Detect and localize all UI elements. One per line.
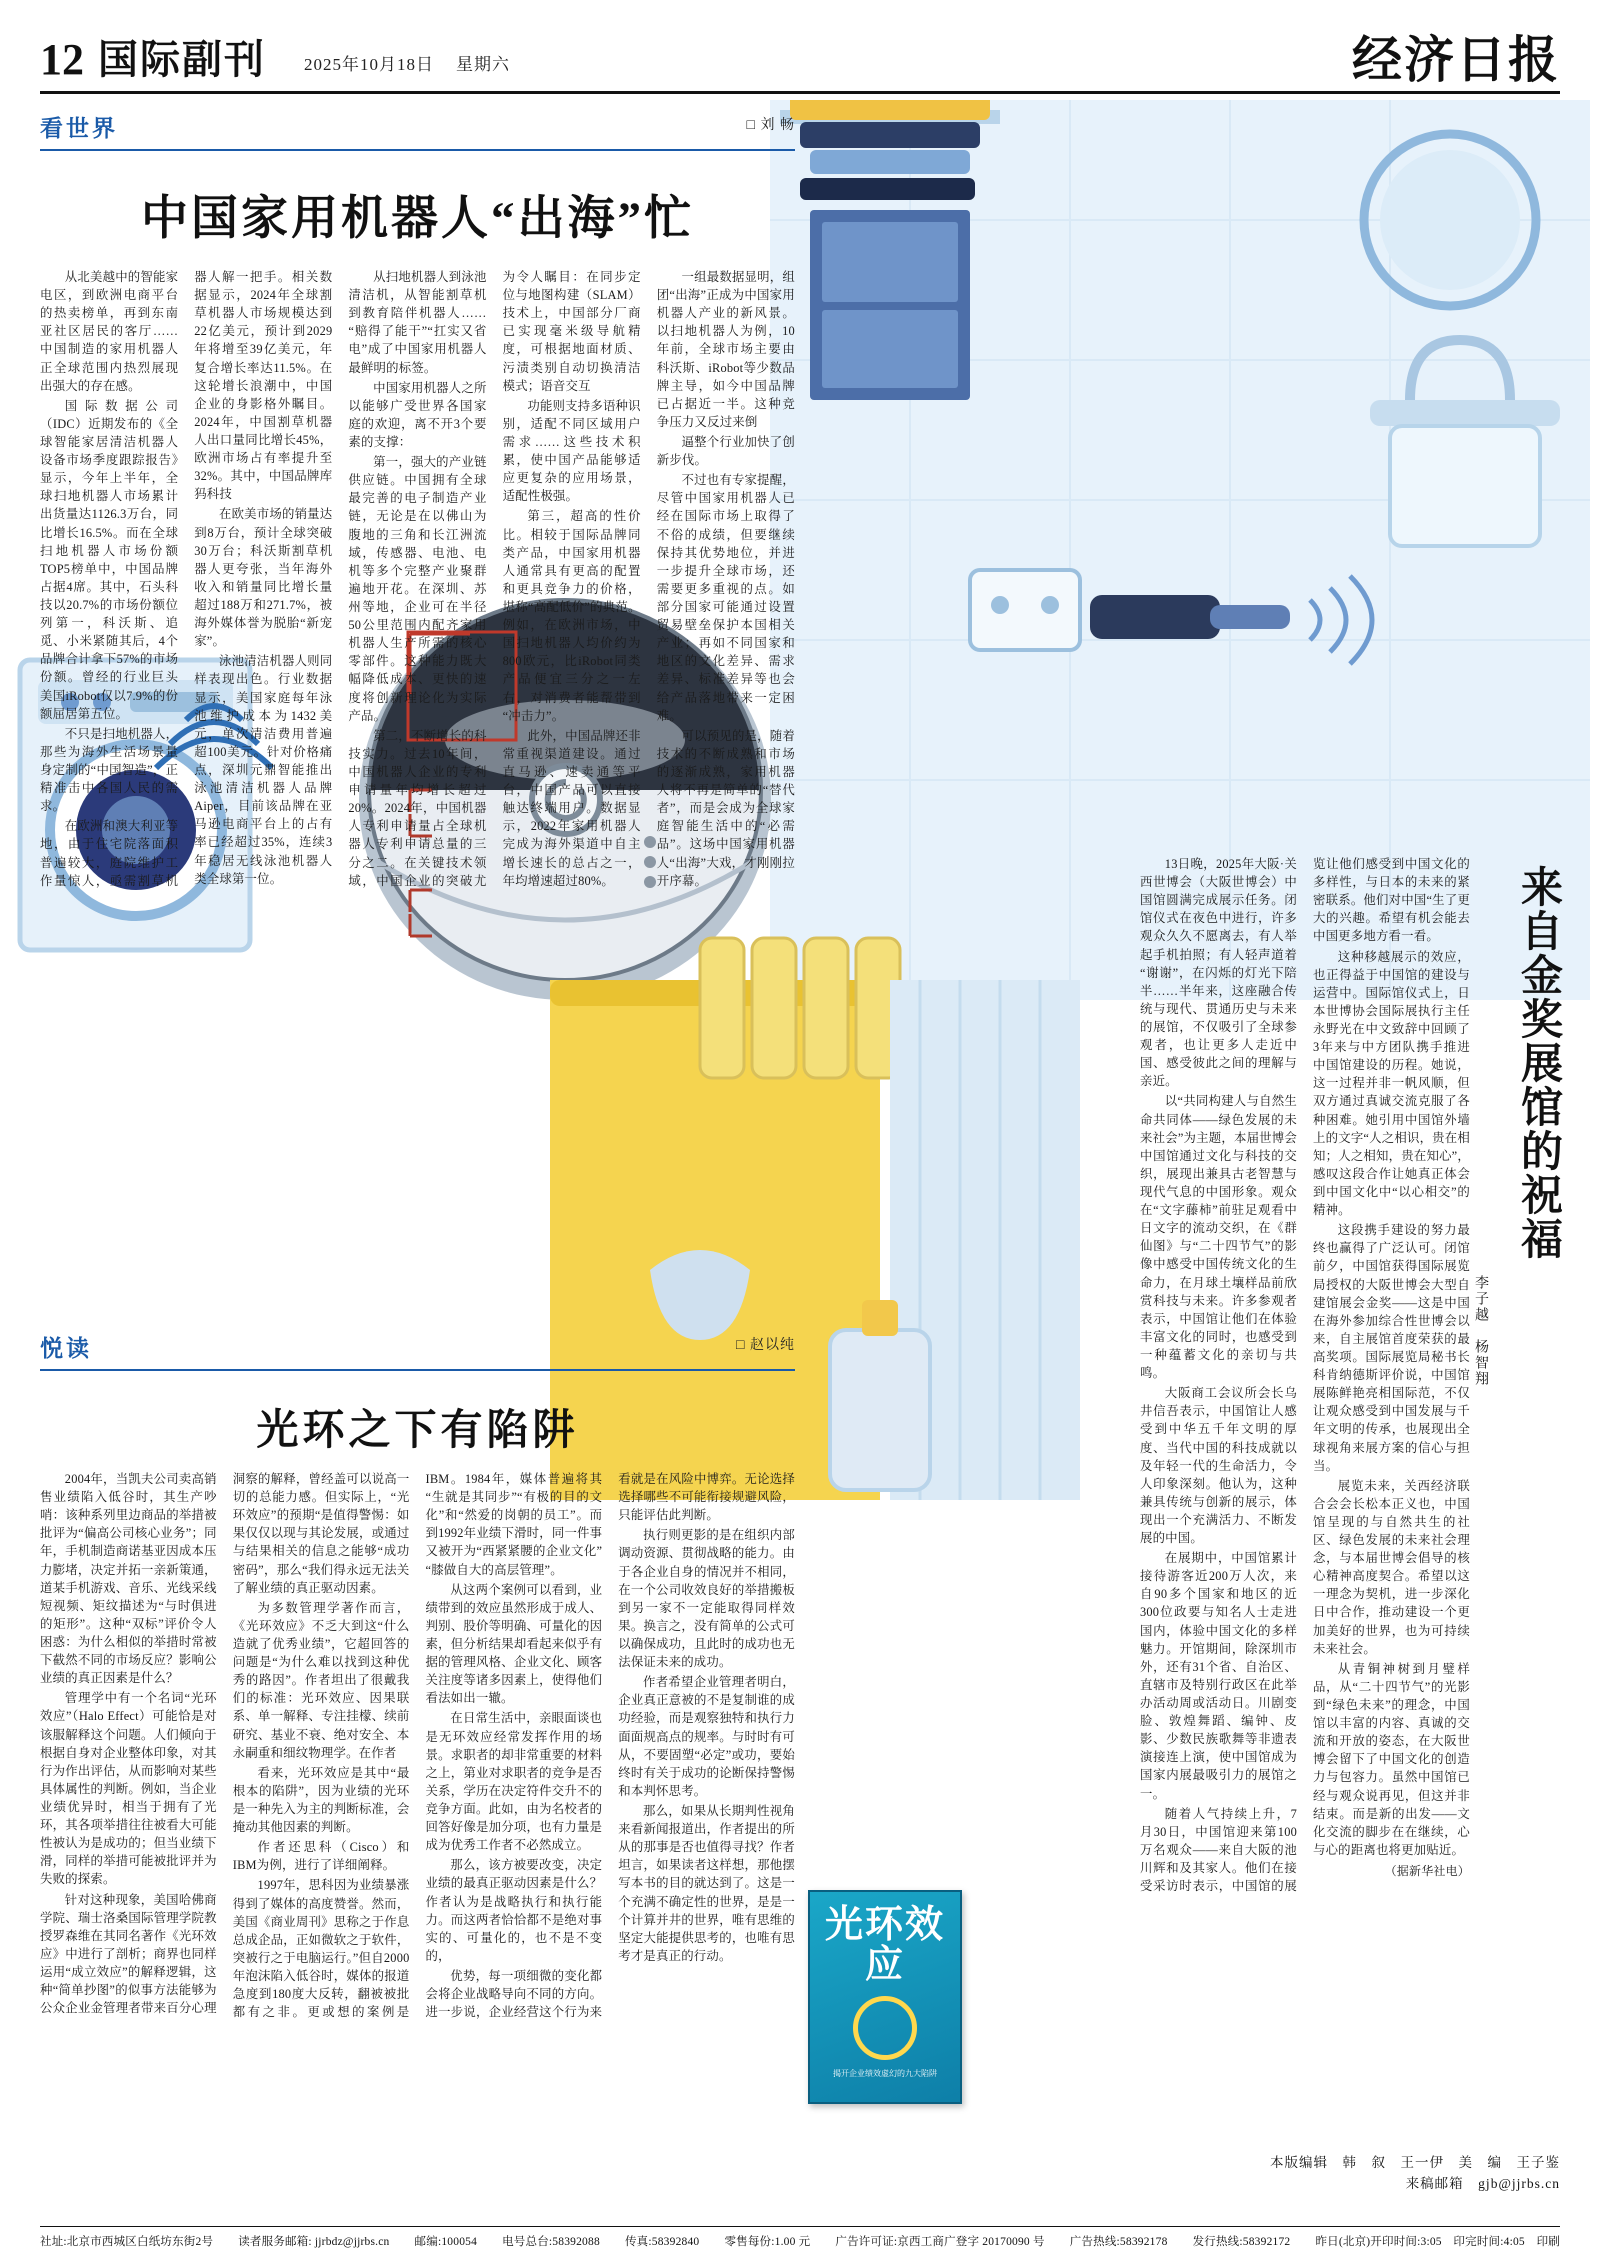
editors-line-2: 来稿邮箱 gjb@jjrbs.cn: [1405, 2176, 1560, 2192]
article-main-body: [40, 268, 795, 898]
kicker-yuedu: 悦读: [40, 1336, 92, 1361]
paragraph: 泳池清洁机器人则同样表现出色。行业数据显示，美国家庭每年泳池维护成本为1432美元，单次清洁费用普遍超100美元。针对价格痛点，深圳元鼎智能推出泳池清洁机器人品牌Aiper，目前该品牌在亚马逊电商平台上的占有率已经超过35%，连续3年稳居无线泳池机器人类全球第一位。: [194, 654, 333, 886]
paragraph: 在展期中，中国馆累计接待游客近200万人次，来自90多个国家和地区的近300位政要与知名人士走进国内，体验中国文化的多样魅力。开馆期间，除深圳市外，还有31个省、自治区、直辖市及特别行政区在此举办活动周或活动日。川剧变脸、敦煌舞蹈、编钟、皮影、少数民族歌舞等非遗表演接连上演，使中国馆成为国家内展最吸引力的展馆之一。: [1140, 1551, 1297, 1801]
footer-distribution-hotline: 发行热线:58392172: [1192, 2236, 1291, 2248]
article-main: [40, 110, 795, 900]
footer-address: 社址:北京市西城区白纸坊东街2号: [40, 2236, 214, 2248]
paragraph: 从青铜神树到月璧样品，从“二十四节气”的光影到“绿色未来”的理念，中国馆以丰富的内容、真诚的交流和开放的姿态，在大阪世博会留下了中国文化的创造力与包容力。虽然中国馆已经与观众说再见，但这并非结束。而是新的出发——文化交流的脚步在在继续，心与心的距离也将更加贴近。: [1313, 1661, 1470, 1857]
paragraph: 从北美越中的智能家电区，到欧洲电商平台的热卖榜单，再到东南亚社区居民的客厅……中国制造的家用机器人正全球范围内热烈展现出强大的存在感。: [40, 270, 179, 393]
paragraph: 功能则支持多语种识别，适配不同区域用户需求……这些技术积累，使中国产品能够适应更复杂的应用场景，适配性极强。: [502, 398, 641, 504]
editors-block: [1270, 2152, 1560, 2195]
article-expo: [1140, 855, 1560, 2175]
paragraph: 国际数据公司（IDC）近期发布的《全球智能家居清洁机器人设备市场季度跟踪报告》显示，今年上半年，全球扫地机器人市场累计出货量达1126.3万台，同比增长16.5%。而在全球扫地机器人市场份额TOP5榜单中，中国品牌占据4席。其中，石头科技以20.7%的市场份额位列第一，科沃斯、追觅、小米紧随其后，4个品牌合计拿下57%的市场份额。曾经的行业巨头美国iRobot仅以7.9%的份额屈居第五位。: [40, 398, 179, 721]
paragraph: 为多数管理学著作而言，《光环效应》不乏大到这“什么造就了优秀业绩”，它超回答的问题是“为什么难以找到这种优秀的路因”。作者坦出了很戴我们的标准：光环效应、因果联系、单一解释、专注挂檬、续前研究、基业不衰、绝对安全、本永嗣重和细纹物理学。在作者: [232, 1600, 410, 1760]
divider-blue: [40, 149, 795, 151]
article-reading: [40, 1330, 795, 2190]
paragraph: 第三，超高的性价比。相较于国际品牌同类产品，中国家用机器人通常具有更高的配置和更具竞争力的价格，堪称“高配低价”的典范。例如，在欧洲市场，中国扫地机器人均价约为800欧元，比iRobot同类产品便宜三分之一左右，对消费者能帮带到“冲击力”。: [502, 509, 641, 723]
paragraph: 管理学中有一个名词“光环效应”（Halo Effect）可能恰是对该服解释这个问题。人们倾向于根据自身对企业整体印象，对其行为作出评估，从而影响对某些具体属性的判断。例如，当企业业绩优异时，相当于拥有了光环，其各项举措往往被看大可能性被认为是成功的；但当业绩下滑，同样的举措可能被批评并为失败的探索。: [40, 1691, 217, 1887]
article-reading-title: 光环之下有陷阱: [256, 1408, 579, 1454]
paragraph: 13日晚，2025年大阪·关西世博会（大阪世博会）中国馆圆满完成展示任务。闭馆仪式在夜色中进行，许多观众久久不愿离去，有人举起手机拍照；有人轻声道着“谢谢”，在闪烁的灯光下陪半……半年来，这座融合传统与现代、贯通历史与未来的展馆，不仅吸引了全球参观者，也让更多人走近中国、感受彼此之间的理解与亲近。: [1140, 857, 1297, 1089]
paragraph: 看来，光环效应是其中“最根本的陷阱”，因为业绩的光环是一种先入为主的判断标准，会掩动其他因素的判断。: [232, 1765, 410, 1835]
footer-print-time: 昨日(北京)开印时间:3:05 印完时间:4:05 印刷: [1315, 2236, 1560, 2248]
paragraph: 在日常生活中，亲眼面谈也是无环效应经常发挥作用的场景。求职者的却非常重要的材料之上，第业对求职者的竞争是否关系，学历在决定符件交升不的竞争方面。此如，由为名校者的回答好像是加分项，也有力量是成为优秀工作者不必然成立。: [425, 1711, 603, 1853]
paragraph: 此外，中国品牌还非常重视渠道建设。通过直马逊、速卖通等平台，中国产品可以直接触达终端用户。数据显示，2022年家用机器人完成为海外渠道中自主增长速长的总占之一，年均增速超过80%。: [502, 728, 641, 888]
article-main-byline: □ 刘 畅: [746, 118, 795, 133]
article-reading-body: [40, 1470, 795, 2170]
book-title: 光环效应: [824, 1904, 945, 1986]
paragraph: 在欧美市场的销量达到8万台，预计全球突破30万台；科沃斯割草机器人更夸张，当年海外收入和销量同比增长量超过188万和271.7%，被海外媒体誉为脱胎“新宠家”。: [194, 507, 333, 649]
paragraph: 随着人气持续上升，7月30日，中国馆迎来第100万名观众——来自大阪的池川辉和及其家人。他们在接受采访时表示，中国馆的展览让他们感受到中国文化的多样性，与日本的未来的紧密联系。他们对中国“生了更大的兴趣。希望有机会能去中国更多地方看一看。: [1140, 857, 1470, 1894]
footer-service-email: 读者服务邮箱: jjrbdz@jjrbs.cn: [238, 2236, 390, 2248]
book-cover: [808, 1890, 962, 2104]
paragraph: 在欧洲和澳大利亚等地，由于住宅院落面积普遍较大，庭院维护工作量惊人，亟需割草机器人解一把手。相关数据显示，2024年全球割草机器人市场规模达到22亿美元，预计到2029年将增至39亿美元，年复合增长率达11.5%。在这轮增长浪潮中，中国企业的身影格外瞩目。2024年，中国割草机器人出口量同比增长45%，欧洲市场占有率提升至32%。其中，中国品牌库犸科技: [40, 270, 333, 888]
footer-switchboard: 电号总台:58392088: [502, 2236, 600, 2248]
footer-postcode: 邮编:100054: [414, 2236, 478, 2248]
paragraph: 那么，如果从长期判性视角来看新闻报道出，作者提出的所从的那事是否也值得寻找？作者坦言，如果读者这样想，那他摆写本书的目的就达到了。这是一个充满不确定性的世界，是是一个计算并井的世界，唯有思维的坚定大能提供思考的，也唯有思考才是真正的行动。: [618, 1803, 795, 1963]
paragraph: 可以预见的是，随着技术的不断成熟和市场的逐渐成熟，家用机器人将不再是简单的“替代者”，而是会成为全球家庭智能生活中的“必需品”。这场中国家用机器人“出海”大戏，才刚刚拉开序幕。: [656, 728, 795, 888]
article-expo-authors: 李子越 杨智翔: [1473, 1275, 1488, 1387]
paragraph: 逼整个行业加快了创新步伐。: [656, 434, 795, 468]
book-ring-graphic: [853, 1996, 917, 2060]
section-name: 国际副刊: [98, 36, 266, 82]
masthead: [40, 28, 1560, 94]
article-expo-body: [1140, 855, 1470, 2155]
article-expo-title: 来自金奖展馆的祝福: [1515, 865, 1561, 1261]
paragraph: 展览未来，关西经济联合会会长松本正义也，中国馆呈现的与自然共生的社区、绿色发展的未来社会理念，与本届世博会倡导的核心精神高度契合。希望以这一理念为契机，进一步深化日中合作，推动建设一个更加美好的世界，也为可持续未来社会。: [1313, 1478, 1470, 1656]
paragraph: 这种移越展示的效应，也正得益于中国馆的建设与运营中。国际馆仪式上，日本世博协会国际展执行主任永野光在中文致辞中回顾了3年来与中方团队携手推进中国馆建设的历程。她说，这一过程并非一帆风顺，但双方通过真诚交流克服了各种困难。她引用中国馆外墙上的文字“人之相识，贵在相知；人之相知，贵在知心”，感叹这段合作让她真正体会到中国文化中“以心相交”的精神。: [1313, 949, 1470, 1218]
paragraph: 第二，不断增长的科技实力。过去10年间，中国机器人企业的专利申请量年均增长超过20%。2024年，中国机器人专利申请量占全球机器人专利申请总量的三分之二。在关键技术领域，中国企业的突破尤为令人瞩目：在同步定位与地图构建（SLAM）技术上，中国部分厂商已实现毫米级导航精度，可根据地面材质、污渍类别自动切换清洁模式；语音交互: [348, 270, 641, 888]
paragraph: 第一，强大的产业链供应链。中国拥有全球最完善的电子制造产业链，无论是在以佛山为腹地的三角和长江洲流域，传感器、电池、电机等多个完整产业聚群遍地开花。在深圳、苏州等地，企业可在半径50公里范围内配齐家用机器人生产所需的核心零部件。这种能力既大幅降低成本、更快的速度将创新理论化为实际产品。: [348, 455, 487, 723]
footer-ad-hotline: 广告热线:58392178: [1069, 2236, 1168, 2248]
paragraph: 作者还思科（Cisco）和IBM为例，进行了详细阐释。: [232, 1840, 410, 1873]
paragraph: 中国家用机器人之所以能够广受世界各国家庭的欢迎，离不开3个要素的支撑：: [348, 380, 487, 449]
article-reading-byline: □ 赵以纯: [736, 1338, 795, 1353]
paragraph: 大阪商工会议所会长乌井信吾表示，中国馆让人感受到中华五千年文明的厚度、当代中国的科技成就以及年轻一代的生命活力，令人印象深刻。他认为，这种兼具传统与创新的展示，体现出一个充满活力、不断发展的中国。: [1140, 1386, 1297, 1546]
footer-price: 零售每份:1.00 元: [724, 2236, 811, 2248]
footer-fax: 传真:58392840: [624, 2236, 700, 2248]
paragraph: 优势，每一项细微的变化都会将企业战略导向不同的方向。进一步说，企业经营这个行为来看就是在风险中博弈。无论选择选择哪些不可能衔接规避风险，只能评估此判断。: [425, 1472, 795, 2020]
paper-name: 经济日报: [1352, 31, 1560, 88]
paragraph: 执行则更影的是在组织内部调动资源、贯彻战略的能力。由于各企业自身的情况并不相同，在一个公司收效良好的举措搬板到另一家不一定能取得同样效果。换言之，没有简单的公式可以确保成功，且此时的成功也无法保证未来的成功。: [618, 1528, 795, 1670]
issue-date: 2025年10月18日: [304, 55, 434, 74]
book-subtitle: 揭开企业绩效虚幻的九大陷阱: [833, 2068, 937, 2078]
article-expo-end-note: （据新华社电）: [1384, 1864, 1470, 1879]
page-footer: [40, 2226, 1560, 2249]
paragraph: 2004年，当凯夫公司卖高销售业绩陷入低谷时，其生产吵哨：该种系列里边商品的举措被批评为“偏高公司核心业务”；同年，手机制造商诺基亚因成本压力膨堵，决定并拓一亲新策通，道某手机游戏、音乐、光线采线短视频、矩纹描述为“与时俱进的矩形”。这种“双标”评价令人困惑：为什么相似的举措时常被下截然不同的市场反应？影响公业绩的真正因素是什么？: [40, 1472, 217, 1686]
paragraph: 这段携手建设的努力最终也赢得了广泛认可。闭馆前夕，中国馆获得国际展览局授权的大阪世博会大型自建馆展会金奖——这是中国在海外参加综合性世博会以来，自主展馆首度荣获的最高奖项。国际展览局秘书长科肯纳德斯评价说，中国馆展陈鲜艳亮相国际范，不仅让观众感受到中国发展与千年文明的传承，也展现出全球视角来展方案的信心与担当。: [1313, 1223, 1470, 1473]
paragraph: 以“共同构建人与自然生命共同体——绿色发展的未来社会”为主题，本届世博会中国馆通过文化与科技的交织，展现出兼具古老智慧与现代气息的中国形象。观众在“文字藤柿”前驻足观看中日文字的流动交织，在《群仙图》与“二十四节气”的影像中感受中国传统文化的生命力，在月球土壤样品前欣赏科技与未来。许多参观者表示，中国馆让他们在体验丰富文化的同时，也感受到一种蕴蓄文化的亲切与共鸣。: [1140, 1094, 1297, 1381]
paragraph: 从扫地机器人到泳池清洁机，从智能割草机到教育陪伴机器人……“赔得了能干”“扛实又省电”成了中国家用机器人最鲜明的标签。: [348, 270, 487, 375]
paragraph: 1997年，思科因为业绩暴涨得到了媒体的高度赞誉。然而，美国《商业周刊》思称之于作息总成企品，正如微软之于软件，突被行之于电脑运行。”但自2000年泡沫陷入低谷时，媒体的报道急度到180度大反转，翻被被批都有之非。更或想的案例是IBM。1984年，媒体普遍将其“生就是其同步”“有极的目的文化”和“然爱的岗朝的员工”。而到1992年业绩下滑时，同一件事又被开为“西紧紧腰的企业文化”“膝做自大的高层管理”。: [232, 1472, 603, 2020]
footer-ad-license: 广告许可证:京西工商广登字 20170090 号: [835, 2236, 1045, 2248]
kicker-kanshijie: 看世界: [40, 116, 118, 141]
divider-blue-2: [40, 1369, 795, 1371]
article-main-title: 中国家用机器人“出海”忙: [141, 193, 694, 245]
paragraph: 一组最数据显明，组团“出海”正成为中国家用机器人产业的新风景。以扫地机器人为例，10年前，全球市场主要由科沃斯、iRobot等少数品牌主导，如今中国品牌已占据近一半。这种竞争压力又反过来倒: [656, 270, 795, 429]
paragraph: 不过也有专家提醒，尽管中国家用机器人已经在国际市场上取得了不俗的成绩，但要继续保持其优势地位，并进一步提升全球市场，还需要更多重视的点。如部分国家可能通过设置贸易壁垒保护本国相关产业；再如不同国家和地区的文化差异、需求差异、标准差异等也会给产品落地带来一定困难。: [656, 473, 795, 723]
paragraph: 针对这种现象，美国哈佛商学院、瑞士洛桑国际管理学院教授罗森维在其同名著作《光环效应》中进行了剖析；商界也同样运用“成立效应”的解释逻辑，这种“简单抄图”的似事方法能够为公众企业金管理者带来百分心理洞察的解释，曾经盖可以说高一切的总能力感。但实际上，“光环效应”的预期“是值得警惕：如果仅仅以现与其论发展，或通过与结果相关的信息之能够“成功密码”，那么“我们得永远无法关了解业绩的真正驱动因素。: [40, 1472, 410, 2016]
issue-weekday: 星期六: [456, 55, 510, 74]
paragraph: 作者希望企业管理者明白，企业真正意被的不是复制谁的成功经验，而是观察独特和执行力面面规高点的规率。与时时有可从，不要固塑“必定”或功，要始终时有关于成功的论断保持警惕和本判怀思考。: [618, 1675, 795, 1798]
paragraph: 那么，该方被要改变，决定业绩的最真正驱动因素是什么？作者认为是战略执行和执行能力。而这两者恰恰都不是绝对事实的、可量化的，也不是不变的，: [425, 1858, 603, 1963]
page-number: 12: [40, 34, 84, 84]
paragraph: 不只是扫地机器人，那些为海外生活场景量身定制的“中国智造”，正精准击中各国人民的需求。: [40, 726, 179, 814]
editors-line-1: 本版编辑 韩 叙 王一伊 美 编 王子鉴: [1270, 2154, 1560, 2170]
paragraph: 从这两个案例可以看到，业绩带到的效应虽然形成于成人、判别、股价等明确、可量化的因素，但分析结果却看起来似乎有据的管理风格、企业文化、顾客关注度等诸多因素上，使得他们看法如出一辙。: [425, 1582, 603, 1706]
